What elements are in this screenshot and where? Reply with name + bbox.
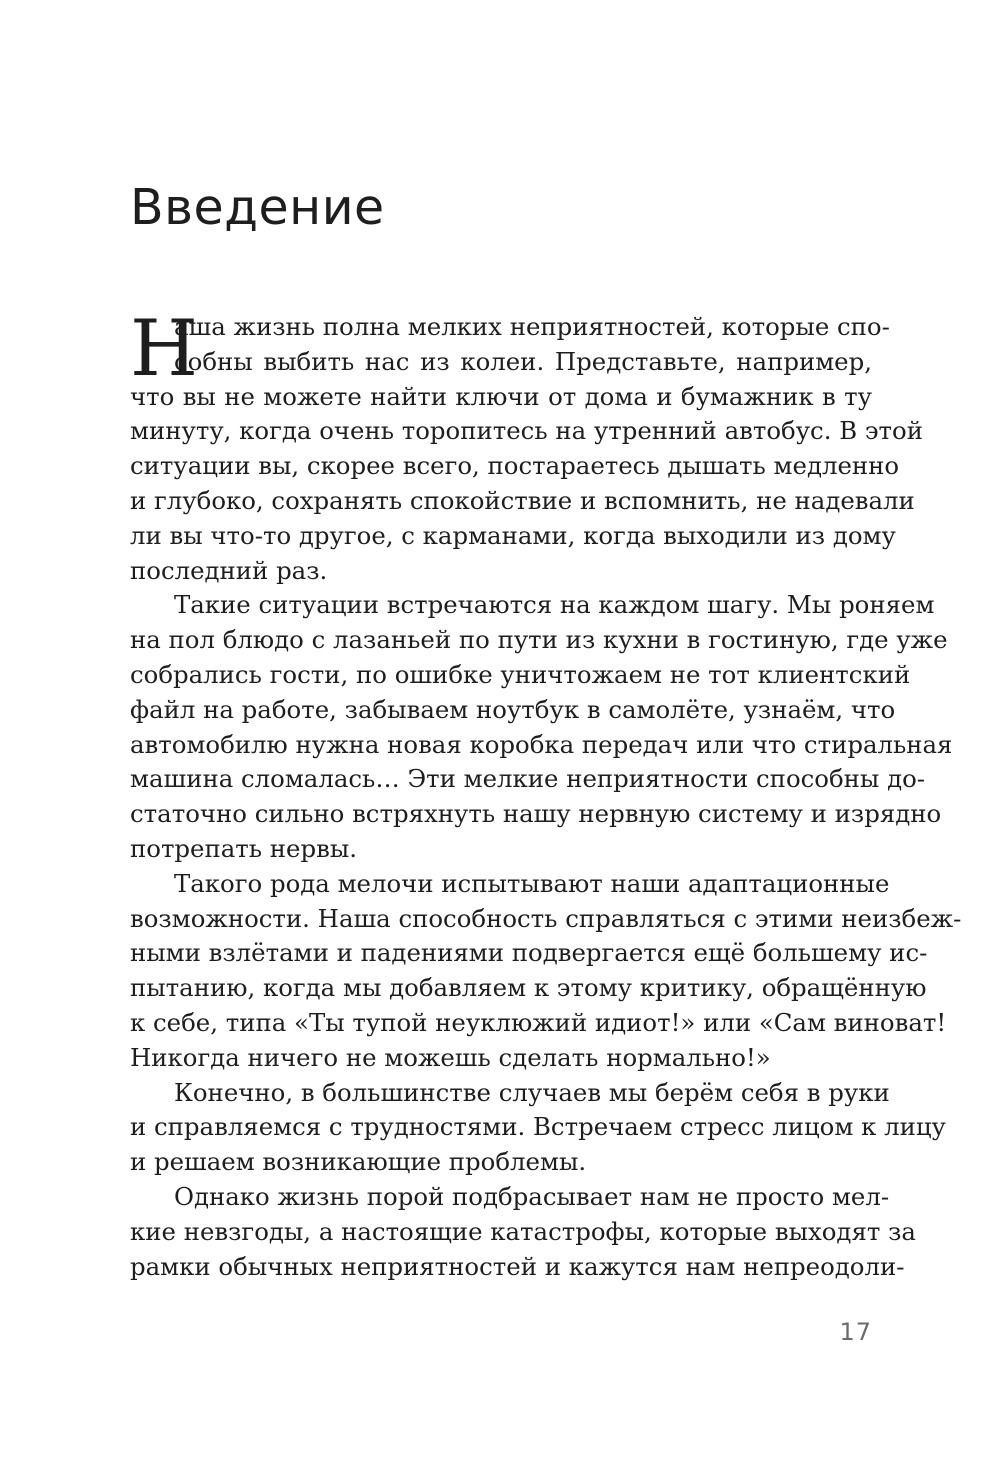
text-line: и глубоко, сохранять спокойствие и вспомнить, не надевали — [130, 485, 915, 515]
page-number: 17 — [839, 1318, 872, 1346]
text-line: Никогда ничего не можешь сделать нормально!» — [130, 1042, 771, 1072]
text-line: ситуации вы, скорее всего, постараетесь дышать медленно — [130, 451, 900, 481]
text-line: и справляемся с трудностями. Встречаем стресс лицом к лицу — [130, 1112, 946, 1142]
text-line: потрепать нервы. — [130, 833, 358, 863]
text-line: Такие ситуации встречаются на каждом шагу. Мы роняем — [174, 590, 935, 620]
text-line: автомобилю нужна новая коробка передач или что стиральная — [130, 729, 953, 759]
paragraph-3 — [130, 867, 962, 1076]
text-line: Такого рода мелочи испытывают наши адаптационные — [174, 868, 890, 898]
text-line: собны выбить нас из колеи. Представьте, например, — [174, 346, 872, 376]
text-line: аша жизнь полна мелких неприятностей, которые спо- — [174, 312, 890, 341]
text-line: ли вы что-то другое, с карманами, когда выходили из дому — [130, 520, 896, 550]
text-line: Конечно, в большинстве случаев мы берём себя в руки — [174, 1077, 890, 1107]
body-text — [130, 304, 962, 1284]
text-line: статочно сильно встряхнуть нашу нервную систему и изрядно — [130, 799, 942, 829]
text-line: ными взлётами и падениями подвергается ещё большему ис- — [130, 938, 928, 968]
text-line: пытанию, когда мы добавляем к этому критику, обращённую — [130, 973, 927, 1003]
text-line: последний раз. — [130, 555, 328, 585]
text-line: на пол блюдо с лазаньей по пути из кухни в гостиную, где уже — [130, 625, 948, 655]
text-line: возможности. Наша способность справляться с этими неизбеж- — [130, 903, 962, 933]
text-line: Однако жизнь порой подбрасывает нам не просто мел- — [174, 1181, 890, 1211]
text-line: рамки обычных неприятностей и кажутся нам непреодоли- — [130, 1251, 905, 1281]
paragraph-2 — [130, 588, 953, 866]
paragraph-4 — [130, 1076, 946, 1180]
drop-cap: Н — [130, 304, 199, 394]
paragraph-1 — [130, 304, 923, 588]
text-line: и решаем возникающие проблемы. — [130, 1147, 587, 1177]
text-line: к себе, типа «Ты тупой неуклюжий идиот!» или «Сам виноват! — [130, 1007, 947, 1037]
text-line: собрались гости, по ошибке уничтожаем не тот клиентский — [130, 659, 911, 689]
text-line: машина сломалась… Эти мелкие неприятности способны до- — [130, 764, 926, 794]
text-line: что вы не можете найти ключи от дома и бумажник в ту — [130, 381, 872, 411]
text-line: файл на работе, забываем ноутбук в самолёте, узнаём, что — [130, 694, 896, 724]
paragraph-5 — [130, 1180, 916, 1284]
text-line: минуту, когда очень торопитесь на утренний автобус. В этой — [130, 416, 923, 446]
text-line: кие невзгоды, а настоящие катастрофы, которые выходят за — [130, 1216, 916, 1246]
chapter-title: Введение — [130, 179, 385, 236]
